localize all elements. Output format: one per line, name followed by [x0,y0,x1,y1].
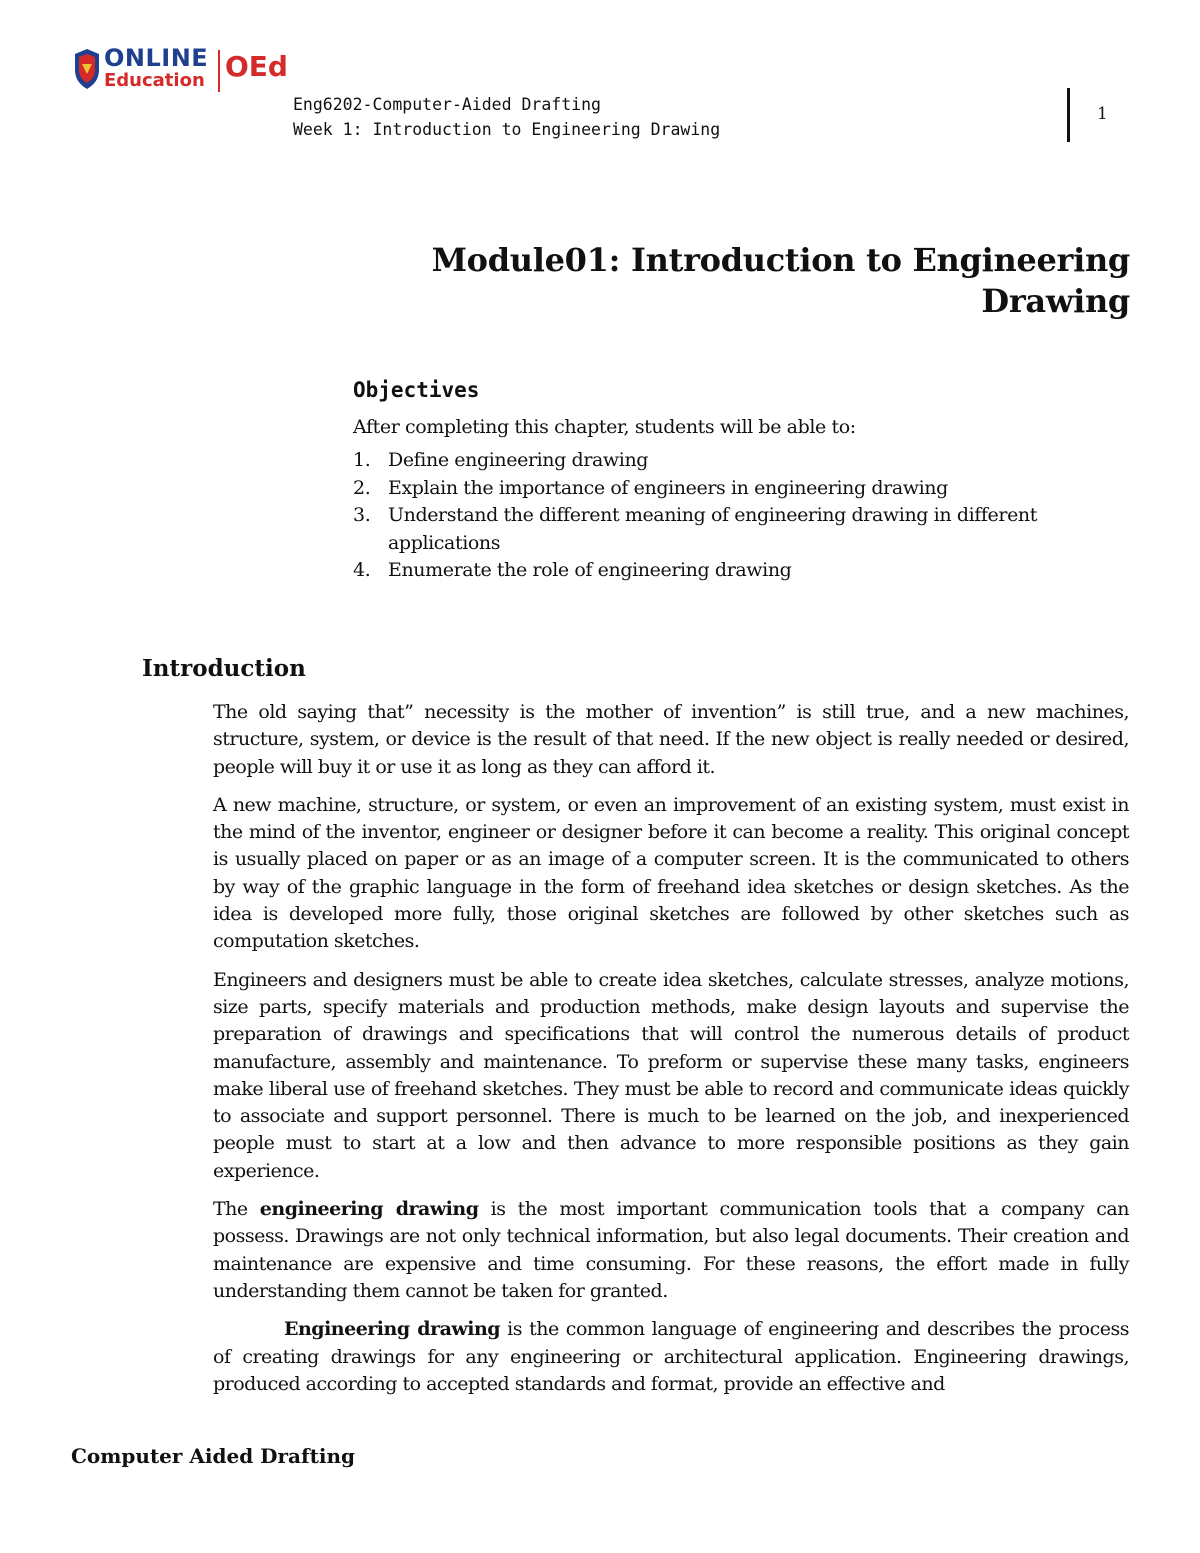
header-course: Eng6202-Computer-Aided Drafting [293,95,601,114]
header-week: Week 1: Introduction to Engineering Drawing [293,120,721,139]
logo-divider [218,50,220,92]
objective-number: 3. [353,504,371,526]
page-footer: Computer Aided Drafting [71,1444,355,1468]
logo-education-text: Education [104,70,205,91]
objectives-heading: Objectives [353,378,480,402]
header-divider [1067,88,1070,142]
objectives-intro: After completing this chapter, students will be able to: [353,416,856,438]
p4-lead: The [213,1198,260,1221]
introduction-body [213,699,1129,1409]
logo-oed-text: OEd [225,50,288,83]
page-number: 1 [1097,104,1108,124]
introduction-heading: Introduction [142,655,306,682]
module-title-line2: Drawing [981,282,1130,320]
objective-item [353,502,1133,557]
objective-text: Understand the different meaning of engineering drawing in different applications [388,504,1037,554]
intro-paragraph-1: The old saying that” necessity is the mother of invention” is still true, and a new machines, structure, system, or device is the result of that need. If the new object is really needed or desired, people will buy it or use it as long as they can afford it. [213,701,1129,778]
module-title [370,240,1130,322]
objectives-list [353,447,1133,585]
page-header [293,92,720,142]
objective-item [353,557,1133,585]
objective-text: Explain the importance of engineers in engineering drawing [388,476,948,499]
objective-text: Enumerate the role of engineering drawing [388,559,792,581]
objectives-section [353,378,1133,585]
shield-crest-icon [74,48,100,90]
intro-paragraph-4 [213,1196,1129,1305]
module-title-line1: Module01: Introduction to Engineering [431,241,1130,279]
objective-number: 4. [353,559,371,581]
p4-bold-term: engineering drawing [259,1198,479,1221]
objective-number: 1. [353,449,371,471]
objective-text: Define engineering drawing [388,449,649,471]
objective-item [353,475,1133,503]
objective-number: 2. [353,476,371,499]
p5-bold-term: Engineering drawing [284,1318,501,1341]
intro-paragraph-2: A new machine, structure, or system, or even an improvement of an existing system, must exist in the mind of the inventor, engineer or designer before it can become a reality. This original concept is usually placed on paper or as an image of a computer screen. It is the communicated to others by way of the graphic language in the form of freehand idea sketches or design sketches. As the idea is developed more fully, those original sketches are followed by other sketches such as computation sketches. [213,793,1129,953]
intro-paragraph-5 [213,1316,1129,1398]
objective-item [353,447,1133,475]
logo-online-text: ONLINE [104,44,209,72]
p4-rest: is the most important communication tools that a company can possess. Drawings are not only technical information, but also legal documents. Their creation and maintenance are expensive and time consuming. For these reasons, the effort made in fully understanding them cannot be taken for granted. [213,1198,1129,1302]
intro-paragraph-3: Engineers and designers must be able to create idea sketches, calculate stresses, analyze motions, size parts, specify materials and production methods, make design layouts and supervise the preparation of drawings and specifications that will control the numerous details of product manufacture, assembly and maintenance. To preform or supervise these many tasks, engineers make liberal use of freehand sketches. They must be able to record and communicate ideas quickly to associate and support personnel. There is much to be learned on the job, and inexperienced people must to start at a low and then advance to more responsible positions as they gain experience. [213,968,1129,1182]
online-education-logo [74,46,289,96]
p5-rest: is the common language of engineering and describes the process of creating drawings for any engineering or architectural application. Engineering drawings, produced according to accepted standards and format, provide an effective and [213,1318,1130,1395]
